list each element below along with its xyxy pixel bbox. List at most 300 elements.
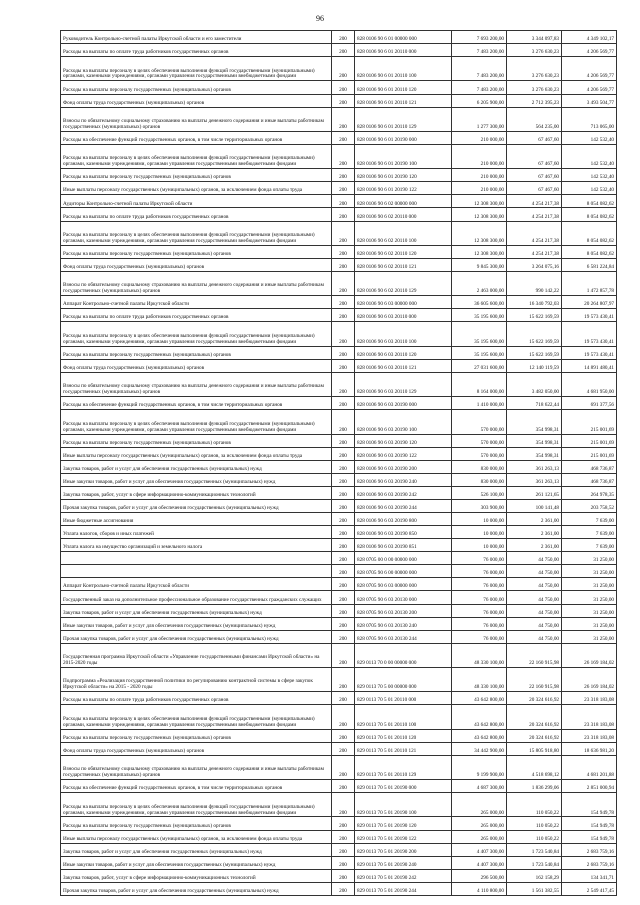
row-approved-amount-cell: 12 308 300,00 xyxy=(452,221,507,245)
row-unexecuted-amount-cell: 2 683 759,16 xyxy=(562,843,617,856)
row-approved-amount-cell: 48 330 100,00 xyxy=(452,668,507,692)
row-code-cell: 200 xyxy=(332,359,355,372)
row-name-cell: Расходы на выплаты по оплате труда работников государственных органов xyxy=(61,44,332,57)
row-code-cell: 200 xyxy=(332,742,355,755)
row-classification-code-cell: 828 0106 90 6 02 20110 100 xyxy=(355,221,452,245)
row-approved-amount-cell: 4 407 300,00 xyxy=(452,856,507,869)
row-classification-code-cell: 828 0705 00 0 00 00000 000 xyxy=(355,552,452,565)
row-name-cell: Взносы по обязательному социальному страхованию на выплаты денежного содержания и иные выплаты работникам государственных (муниципальных) органов xyxy=(61,271,332,295)
table-row xyxy=(61,755,617,779)
row-classification-code-cell: 828 0106 90 6 03 20190 800 xyxy=(355,512,452,525)
row-code-cell: 200 xyxy=(332,668,355,692)
row-approved-amount-cell: 570 000,00 xyxy=(452,447,507,460)
row-unexecuted-amount-cell: 4 681 201,88 xyxy=(562,755,617,779)
row-name-cell: Расходы на выплаты персоналу в целях обеспечения выполнения функций государственными (муниципальными) органами, казенными учреждениями, органами управления государственными внебюджетными фондами xyxy=(61,410,332,434)
row-classification-code-cell: 829 0113 70 5 01 20190 120 xyxy=(355,817,452,830)
row-executed-amount-cell: 354 998,31 xyxy=(507,447,562,460)
row-code-cell: 200 xyxy=(332,296,355,309)
row-unexecuted-amount-cell: 154 949,78 xyxy=(562,830,617,843)
row-executed-amount-cell: 1 836 299,06 xyxy=(507,780,562,793)
row-unexecuted-amount-cell: 4 206 569,77 xyxy=(562,57,617,81)
row-approved-amount-cell: 526 100,00 xyxy=(452,486,507,499)
row-name-cell: Аудиторы Контрольно-счетной палаты Иркутской области xyxy=(61,195,332,208)
row-executed-amount-cell: 3 482 050,00 xyxy=(507,372,562,396)
row-name-cell: Фонд оплаты труда государственных (муниципальных) органов xyxy=(61,258,332,271)
row-approved-amount-cell: 4 110 800,00 xyxy=(452,882,507,895)
row-executed-amount-cell: 261 121,65 xyxy=(507,486,562,499)
row-approved-amount-cell: 35 195 600,00 xyxy=(452,322,507,346)
row-name-cell: Расходы на выплаты по оплате труда работников государственных органов xyxy=(61,208,332,221)
row-code-cell: 200 xyxy=(332,817,355,830)
row-executed-amount-cell: 110 050,22 xyxy=(507,830,562,843)
row-name-cell: Расходы на выплаты персоналу в целях обеспечения выполнения функций государственными (муниципальными) органами, казенными учреждениями, органами управления государственными внебюджетными фондами xyxy=(61,144,332,168)
row-classification-code-cell: 828 0106 90 6 02 00000 000 xyxy=(355,195,452,208)
row-classification-code-cell: 828 0106 90 6 01 20110 100 xyxy=(355,57,452,81)
row-executed-amount-cell: 20 324 616,92 xyxy=(507,729,562,742)
row-unexecuted-amount-cell: 26 169 184,02 xyxy=(562,643,617,667)
row-unexecuted-amount-cell: 142 532,40 xyxy=(562,182,617,195)
row-classification-code-cell: 828 0705 90 6 03 20130 244 xyxy=(355,630,452,643)
table-row xyxy=(61,552,617,565)
row-executed-amount-cell: 990 142,22 xyxy=(507,271,562,295)
table-row xyxy=(61,617,617,630)
row-approved-amount-cell: 12 308 300,00 xyxy=(452,245,507,258)
row-classification-code-cell: 828 0106 90 6 01 20190 000 xyxy=(355,131,452,144)
row-code-cell: 200 xyxy=(332,882,355,895)
row-name-cell: Закупка товаров, работ, услуг в сфере информационно-коммуникационных технологий xyxy=(61,486,332,499)
row-executed-amount-cell: 4 254 217,38 xyxy=(507,195,562,208)
table-row xyxy=(61,144,617,168)
row-unexecuted-amount-cell: 23 318 183,08 xyxy=(562,705,617,729)
row-code-cell: 200 xyxy=(332,208,355,221)
row-name-cell: Иные выплаты персоналу государственных (муниципальных) органов, за исключением фонда оплаты труда xyxy=(61,447,332,460)
row-code-cell: 200 xyxy=(332,131,355,144)
table-row xyxy=(61,512,617,525)
table-row xyxy=(61,447,617,460)
row-approved-amount-cell: 8 164 000,00 xyxy=(452,372,507,396)
row-code-cell: 200 xyxy=(332,578,355,591)
table-row xyxy=(61,397,617,410)
table-row xyxy=(61,473,617,486)
row-approved-amount-cell: 10 000,00 xyxy=(452,526,507,539)
table-row xyxy=(61,245,617,258)
row-approved-amount-cell: 570 000,00 xyxy=(452,434,507,447)
row-classification-code-cell: 828 0106 90 6 02 20110 121 xyxy=(355,258,452,271)
row-approved-amount-cell: 4 407 300,00 xyxy=(452,843,507,856)
table-row xyxy=(61,460,617,473)
row-unexecuted-amount-cell: 31 250,00 xyxy=(562,617,617,630)
row-code-cell: 200 xyxy=(332,346,355,359)
row-approved-amount-cell: 34 442 900,00 xyxy=(452,742,507,755)
row-approved-amount-cell: 9 199 900,00 xyxy=(452,755,507,779)
row-unexecuted-amount-cell: 20 264 807,97 xyxy=(562,296,617,309)
row-executed-amount-cell: 3 344 097,83 xyxy=(507,31,562,44)
row-approved-amount-cell: 43 642 800,00 xyxy=(452,705,507,729)
row-approved-amount-cell: 210 000,00 xyxy=(452,131,507,144)
row-classification-code-cell: 828 0106 90 6 01 20110 000 xyxy=(355,44,452,57)
row-classification-code-cell: 828 0106 90 6 01 20190 100 xyxy=(355,144,452,168)
row-code-cell: 200 xyxy=(332,447,355,460)
row-classification-code-cell: 828 0106 90 6 03 20190 200 xyxy=(355,460,452,473)
table-row xyxy=(61,692,617,705)
row-code-cell: 200 xyxy=(332,195,355,208)
row-classification-code-cell: 828 0106 90 6 01 00000 000 xyxy=(355,31,452,44)
row-classification-code-cell: 828 0106 90 6 03 20190 122 xyxy=(355,447,452,460)
row-classification-code-cell: 828 0106 90 6 03 20190 244 xyxy=(355,499,452,512)
table-row xyxy=(61,31,617,44)
row-approved-amount-cell: 2 463 000,00 xyxy=(452,271,507,295)
row-name-cell: Взносы по обязательному социальному страхованию на выплаты денежного содержания и иные выплаты работникам государственных (муниципальных) органов xyxy=(61,372,332,396)
row-unexecuted-amount-cell: 23 318 183,08 xyxy=(562,729,617,742)
row-executed-amount-cell: 1 561 382,55 xyxy=(507,882,562,895)
row-executed-amount-cell: 2 361,00 xyxy=(507,539,562,552)
row-unexecuted-amount-cell: 23 318 183,08 xyxy=(562,692,617,705)
row-name-cell: Иные выплаты персоналу государственных (муниципальных) органов, за исключением фонда оплаты труда xyxy=(61,830,332,843)
row-executed-amount-cell: 354 998,31 xyxy=(507,434,562,447)
row-executed-amount-cell: 20 324 616,92 xyxy=(507,692,562,705)
row-approved-amount-cell: 1 277 300,00 xyxy=(452,107,507,131)
row-classification-code-cell: 828 0705 90 6 03 20130 240 xyxy=(355,617,452,630)
table-row xyxy=(61,44,617,57)
row-code-cell: 200 xyxy=(332,258,355,271)
row-executed-amount-cell: 3 276 630,23 xyxy=(507,81,562,94)
table-row xyxy=(61,94,617,107)
table-row xyxy=(61,869,617,882)
row-unexecuted-amount-cell: 154 949,78 xyxy=(562,817,617,830)
row-approved-amount-cell: 43 642 800,00 xyxy=(452,692,507,705)
row-classification-code-cell: 829 0113 70 5 01 20190 122 xyxy=(355,830,452,843)
row-approved-amount-cell: 265 000,00 xyxy=(452,830,507,843)
row-classification-code-cell: 828 0106 90 6 03 20190 120 xyxy=(355,434,452,447)
row-name-cell: Подпрограмма «Реализация государственной политики по регулированию контрактной системы в сфере закупок Иркутской области» на 2015 - 2020 годы xyxy=(61,668,332,692)
row-classification-code-cell: 829 0113 70 5 01 20190 200 xyxy=(355,843,452,856)
table-row xyxy=(61,57,617,81)
row-classification-code-cell: 829 0113 70 5 01 20190 242 xyxy=(355,869,452,882)
row-approved-amount-cell: 296 500,00 xyxy=(452,869,507,882)
row-classification-code-cell: 828 0106 90 6 02 20110 129 xyxy=(355,271,452,295)
row-approved-amount-cell: 6 205 900,00 xyxy=(452,94,507,107)
row-code-cell: 200 xyxy=(332,81,355,94)
row-code-cell: 200 xyxy=(332,856,355,869)
row-unexecuted-amount-cell: 7 639,00 xyxy=(562,539,617,552)
row-unexecuted-amount-cell: 7 639,00 xyxy=(562,526,617,539)
row-executed-amount-cell: 22 160 915,98 xyxy=(507,643,562,667)
row-code-cell: 200 xyxy=(332,617,355,630)
table-row xyxy=(61,271,617,295)
row-executed-amount-cell: 44 750,00 xyxy=(507,604,562,617)
row-name-cell: Расходы на выплаты персоналу государственных (муниципальных) органов xyxy=(61,817,332,830)
row-name-cell: Прочая закупка товаров, работ и услуг для обеспечения государственных (муниципальных) нужд xyxy=(61,499,332,512)
row-code-cell: 200 xyxy=(332,397,355,410)
row-code-cell: 200 xyxy=(332,552,355,565)
row-executed-amount-cell: 4 254 217,38 xyxy=(507,221,562,245)
row-unexecuted-amount-cell: 691 377,56 xyxy=(562,397,617,410)
row-executed-amount-cell: 20 324 616,92 xyxy=(507,705,562,729)
row-code-cell: 200 xyxy=(332,692,355,705)
row-name-cell: Иные закупки товаров, работ и услуг для обеспечения государственных (муниципальных) нужд xyxy=(61,473,332,486)
row-code-cell: 200 xyxy=(332,460,355,473)
row-approved-amount-cell: 27 031 600,00 xyxy=(452,359,507,372)
row-executed-amount-cell: 44 750,00 xyxy=(507,565,562,578)
table-row xyxy=(61,208,617,221)
row-unexecuted-amount-cell: 154 949,78 xyxy=(562,793,617,817)
row-unexecuted-amount-cell: 215 001,69 xyxy=(562,410,617,434)
table-row xyxy=(61,182,617,195)
row-executed-amount-cell: 44 750,00 xyxy=(507,617,562,630)
row-approved-amount-cell: 76 000,00 xyxy=(452,591,507,604)
row-approved-amount-cell: 830 000,00 xyxy=(452,460,507,473)
row-name-cell: Иные закупки товаров, работ и услуг для обеспечения государственных (муниципальных) нужд xyxy=(61,617,332,630)
row-unexecuted-amount-cell: 3 493 504,77 xyxy=(562,94,617,107)
row-unexecuted-amount-cell: 142 532,40 xyxy=(562,131,617,144)
row-code-cell: 200 xyxy=(332,755,355,779)
row-code-cell: 200 xyxy=(332,780,355,793)
row-approved-amount-cell: 303 900,00 xyxy=(452,499,507,512)
row-name-cell: Закупка товаров, работ и услуг для обеспечения государственных (муниципальных) нужд xyxy=(61,843,332,856)
row-classification-code-cell: 828 0106 90 6 03 20190 850 xyxy=(355,526,452,539)
row-unexecuted-amount-cell: 468 736,87 xyxy=(562,473,617,486)
table-row xyxy=(61,258,617,271)
row-unexecuted-amount-cell: 31 250,00 xyxy=(562,552,617,565)
row-unexecuted-amount-cell: 31 250,00 xyxy=(562,630,617,643)
row-name-cell: Аппарат Контрольно-счетной палаты Иркутской области xyxy=(61,578,332,591)
row-approved-amount-cell: 10 000,00 xyxy=(452,539,507,552)
row-classification-code-cell: 829 0113 70 5 01 20190 000 xyxy=(355,780,452,793)
row-name-cell: Расходы на выплаты персоналу в целях обеспечения выполнения функций государственными (муниципальными) органами, казенными учреждениями, органами управления государственными внебюджетными фондами xyxy=(61,322,332,346)
row-unexecuted-amount-cell: 8 054 082,62 xyxy=(562,195,617,208)
row-executed-amount-cell: 564 235,00 xyxy=(507,107,562,131)
row-code-cell: 200 xyxy=(332,591,355,604)
row-classification-code-cell: 828 0106 90 6 03 20190 100 xyxy=(355,410,452,434)
row-unexecuted-amount-cell: 4 349 102,17 xyxy=(562,31,617,44)
row-code-cell: 200 xyxy=(332,322,355,346)
row-executed-amount-cell: 1 723 540,84 xyxy=(507,856,562,869)
row-approved-amount-cell: 35 195 600,00 xyxy=(452,346,507,359)
row-executed-amount-cell: 718 622,44 xyxy=(507,397,562,410)
row-code-cell: 200 xyxy=(332,630,355,643)
row-approved-amount-cell: 7 483 200,00 xyxy=(452,44,507,57)
row-code-cell: 200 xyxy=(332,643,355,667)
row-unexecuted-amount-cell: 26 169 184,02 xyxy=(562,668,617,692)
row-code-cell: 200 xyxy=(332,843,355,856)
row-code-cell: 200 xyxy=(332,372,355,396)
row-code-cell: 200 xyxy=(332,410,355,434)
row-executed-amount-cell: 110 050,22 xyxy=(507,793,562,817)
row-executed-amount-cell: 15 622 169,59 xyxy=(507,309,562,322)
row-name-cell: Расходы на обеспечение функций государственных органов, в том числе территориальных органов xyxy=(61,397,332,410)
table-row xyxy=(61,604,617,617)
row-classification-code-cell: 828 0106 90 6 02 20110 000 xyxy=(355,208,452,221)
row-executed-amount-cell: 67 467,60 xyxy=(507,144,562,168)
row-executed-amount-cell: 2 361,00 xyxy=(507,526,562,539)
table-row xyxy=(61,630,617,643)
row-name-cell: Фонд оплаты труда государственных (муниципальных) органов xyxy=(61,359,332,372)
row-name-cell: Иные выплаты персоналу государственных (муниципальных) органов, за исключением фонда оплаты труда xyxy=(61,182,332,195)
row-classification-code-cell: 829 0113 70 0 00 00000 000 xyxy=(355,643,452,667)
row-code-cell: 200 xyxy=(332,473,355,486)
row-code-cell: 200 xyxy=(332,793,355,817)
row-name-cell: Иные бюджетные ассигнования xyxy=(61,512,332,525)
row-code-cell: 200 xyxy=(332,31,355,44)
row-classification-code-cell: 828 0106 90 6 03 20110 000 xyxy=(355,309,452,322)
row-code-cell: 200 xyxy=(332,869,355,882)
row-classification-code-cell: 828 0106 90 6 03 20190 240 xyxy=(355,473,452,486)
row-code-cell: 200 xyxy=(332,565,355,578)
table-row xyxy=(61,526,617,539)
row-executed-amount-cell: 2 712 395,23 xyxy=(507,94,562,107)
table-row xyxy=(61,668,617,692)
table-row xyxy=(61,346,617,359)
row-name-cell: Расходы на выплаты персоналу государственных (муниципальных) органов xyxy=(61,169,332,182)
row-name-cell: Расходы на выплаты персоналу в целях обеспечения выполнения функций государственными (муниципальными) органами, казенными учреждениями, органами управления государственными внебюджетными фондами xyxy=(61,793,332,817)
row-unexecuted-amount-cell: 215 001,69 xyxy=(562,447,617,460)
table-row xyxy=(61,309,617,322)
row-unexecuted-amount-cell: 468 736,87 xyxy=(562,460,617,473)
table-row xyxy=(61,578,617,591)
table-row xyxy=(61,591,617,604)
row-executed-amount-cell: 44 750,00 xyxy=(507,552,562,565)
row-classification-code-cell: 828 0106 90 6 03 20110 129 xyxy=(355,372,452,396)
row-approved-amount-cell: 7 483 200,00 xyxy=(452,57,507,81)
row-approved-amount-cell: 10 000,00 xyxy=(452,512,507,525)
table-row xyxy=(61,359,617,372)
row-approved-amount-cell: 76 000,00 xyxy=(452,565,507,578)
row-approved-amount-cell: 265 000,00 xyxy=(452,817,507,830)
row-name-cell: Закупка товаров, работ, услуг в сфере информационно-коммуникационных технологий xyxy=(61,869,332,882)
row-approved-amount-cell: 210 000,00 xyxy=(452,144,507,168)
row-name-cell: Закупка товаров, работ и услуг для обеспечения государственных (муниципальных) нужд xyxy=(61,460,332,473)
row-classification-code-cell: 828 0106 90 6 03 20190 242 xyxy=(355,486,452,499)
row-name-cell: Государственная программа Иркутской области «Управление государственными финансами Иркутской области» на 2015-2020 годы xyxy=(61,643,332,667)
row-classification-code-cell: 829 0113 70 5 01 20190 244 xyxy=(355,882,452,895)
row-code-cell: 200 xyxy=(332,245,355,258)
row-approved-amount-cell: 76 000,00 xyxy=(452,604,507,617)
table-row xyxy=(61,131,617,144)
row-classification-code-cell: 828 0106 90 6 01 20110 120 xyxy=(355,81,452,94)
row-classification-code-cell: 829 0113 70 5 01 20110 000 xyxy=(355,692,452,705)
row-name-cell: Взносы по обязательному социальному страхованию на выплаты денежного содержания и иные выплаты работникам государственных (муниципальных) органов xyxy=(61,755,332,779)
row-approved-amount-cell: 76 000,00 xyxy=(452,630,507,643)
row-code-cell: 200 xyxy=(332,271,355,295)
row-executed-amount-cell: 1 723 540,84 xyxy=(507,843,562,856)
row-name-cell: Прочая закупка товаров, работ и услуг для обеспечения государственных (муниципальных) нужд xyxy=(61,630,332,643)
row-executed-amount-cell: 22 160 915,98 xyxy=(507,668,562,692)
row-classification-code-cell: 828 0106 90 6 01 20190 122 xyxy=(355,182,452,195)
row-name-cell: Расходы на выплаты персоналу государственных (муниципальных) органов xyxy=(61,245,332,258)
row-code-cell: 200 xyxy=(332,434,355,447)
row-name-cell: Расходы на обеспечение функций государственных органов, в том числе территориальных органов xyxy=(61,131,332,144)
row-executed-amount-cell: 4 254 217,38 xyxy=(507,208,562,221)
row-name-cell: Иные закупки товаров, работ и услуг для обеспечения государственных (муниципальных) нужд xyxy=(61,856,332,869)
table-row xyxy=(61,107,617,131)
row-code-cell: 200 xyxy=(332,221,355,245)
row-executed-amount-cell: 44 750,00 xyxy=(507,591,562,604)
row-name-cell: Взносы по обязательному социальному страхованию на выплаты денежного содержания и иные выплаты работникам государственных (муниципальных) органов xyxy=(61,107,332,131)
table-row xyxy=(61,169,617,182)
row-approved-amount-cell: 7 693 200,00 xyxy=(452,31,507,44)
row-code-cell: 200 xyxy=(332,526,355,539)
row-executed-amount-cell: 4 518 698,12 xyxy=(507,755,562,779)
row-classification-code-cell: 828 0106 90 6 01 20190 120 xyxy=(355,169,452,182)
row-executed-amount-cell: 3 276 630,23 xyxy=(507,44,562,57)
row-name-cell: Расходы на выплаты по оплате труда работников государственных органов xyxy=(61,692,332,705)
row-approved-amount-cell: 830 000,00 xyxy=(452,473,507,486)
row-executed-amount-cell: 4 254 217,38 xyxy=(507,245,562,258)
row-name-cell: Фонд оплаты труда государственных (муниципальных) органов xyxy=(61,94,332,107)
row-executed-amount-cell: 15 622 169,59 xyxy=(507,322,562,346)
row-executed-amount-cell: 110 050,22 xyxy=(507,817,562,830)
row-name-cell: Уплата налога на имущество организаций и земельного налога xyxy=(61,539,332,552)
row-code-cell: 200 xyxy=(332,729,355,742)
table-row xyxy=(61,565,617,578)
table-row xyxy=(61,81,617,94)
row-unexecuted-amount-cell: 31 250,00 xyxy=(562,565,617,578)
table-row xyxy=(61,729,617,742)
row-executed-amount-cell: 67 467,60 xyxy=(507,182,562,195)
row-classification-code-cell: 828 0106 90 6 03 20190 851 xyxy=(355,539,452,552)
row-classification-code-cell: 828 0705 90 6 03 00000 000 xyxy=(355,578,452,591)
row-approved-amount-cell: 35 195 600,00 xyxy=(452,309,507,322)
page-number: 96 xyxy=(316,14,324,23)
table-row xyxy=(61,434,617,447)
row-classification-code-cell: 828 0705 90 6 03 20130 200 xyxy=(355,604,452,617)
row-classification-code-cell: 828 0106 90 6 01 20110 121 xyxy=(355,94,452,107)
row-executed-amount-cell: 12 140 119,59 xyxy=(507,359,562,372)
row-unexecuted-amount-cell: 2 549 417,45 xyxy=(562,882,617,895)
row-code-cell: 200 xyxy=(332,512,355,525)
row-executed-amount-cell: 44 750,00 xyxy=(507,578,562,591)
table-row xyxy=(61,296,617,309)
row-classification-code-cell: 828 0106 90 6 03 20190 000 xyxy=(355,397,452,410)
row-code-cell: 200 xyxy=(332,486,355,499)
row-unexecuted-amount-cell: 31 250,00 xyxy=(562,591,617,604)
table-row xyxy=(61,499,617,512)
row-unexecuted-amount-cell: 4 206 569,77 xyxy=(562,44,617,57)
row-name-cell: Руководитель Контрольно-счетной палаты Иркутской области и его заместители xyxy=(61,31,332,44)
row-unexecuted-amount-cell: 8 054 082,62 xyxy=(562,245,617,258)
row-unexecuted-amount-cell: 31 250,00 xyxy=(562,604,617,617)
row-name-cell: Расходы на выплаты персоналу в целях обеспечения выполнения функций государственными (муниципальными) органами, казенными учреждениями, органами управления государственными внебюджетными фондами xyxy=(61,57,332,81)
table-row xyxy=(61,221,617,245)
row-classification-code-cell: 829 0113 70 5 01 20110 121 xyxy=(355,742,452,755)
row-code-cell: 200 xyxy=(332,830,355,843)
row-approved-amount-cell: 36 605 600,00 xyxy=(452,296,507,309)
row-name-cell: Прочая закупка товаров, работ и услуг для обеспечения государственных (муниципальных) нужд xyxy=(61,882,332,895)
row-code-cell: 200 xyxy=(332,705,355,729)
row-executed-amount-cell: 361 263,13 xyxy=(507,460,562,473)
row-classification-code-cell: 828 0106 90 6 03 20110 121 xyxy=(355,359,452,372)
table-row xyxy=(61,643,617,667)
table-row xyxy=(61,793,617,817)
row-executed-amount-cell: 67 467,60 xyxy=(507,169,562,182)
row-classification-code-cell: 828 0705 90 6 03 20130 000 xyxy=(355,591,452,604)
row-classification-code-cell: 828 0106 90 6 03 20110 100 xyxy=(355,322,452,346)
row-classification-code-cell: 828 0106 90 6 02 20110 120 xyxy=(355,245,452,258)
row-unexecuted-amount-cell: 713 065,00 xyxy=(562,107,617,131)
row-unexecuted-amount-cell: 19 573 430,41 xyxy=(562,346,617,359)
table-row xyxy=(61,705,617,729)
row-executed-amount-cell: 16 340 792,03 xyxy=(507,296,562,309)
table-row xyxy=(61,372,617,396)
row-name-cell: Расходы на выплаты персоналу государственных (муниципальных) органов xyxy=(61,434,332,447)
row-approved-amount-cell: 210 000,00 xyxy=(452,169,507,182)
row-classification-code-cell: 829 0113 70 5 01 20190 240 xyxy=(355,856,452,869)
row-approved-amount-cell: 76 000,00 xyxy=(452,552,507,565)
row-approved-amount-cell: 12 308 300,00 xyxy=(452,195,507,208)
row-unexecuted-amount-cell: 142 532,40 xyxy=(562,144,617,168)
row-executed-amount-cell: 2 361,00 xyxy=(507,512,562,525)
row-classification-code-cell: 829 0113 70 5 00 00000 000 xyxy=(355,668,452,692)
